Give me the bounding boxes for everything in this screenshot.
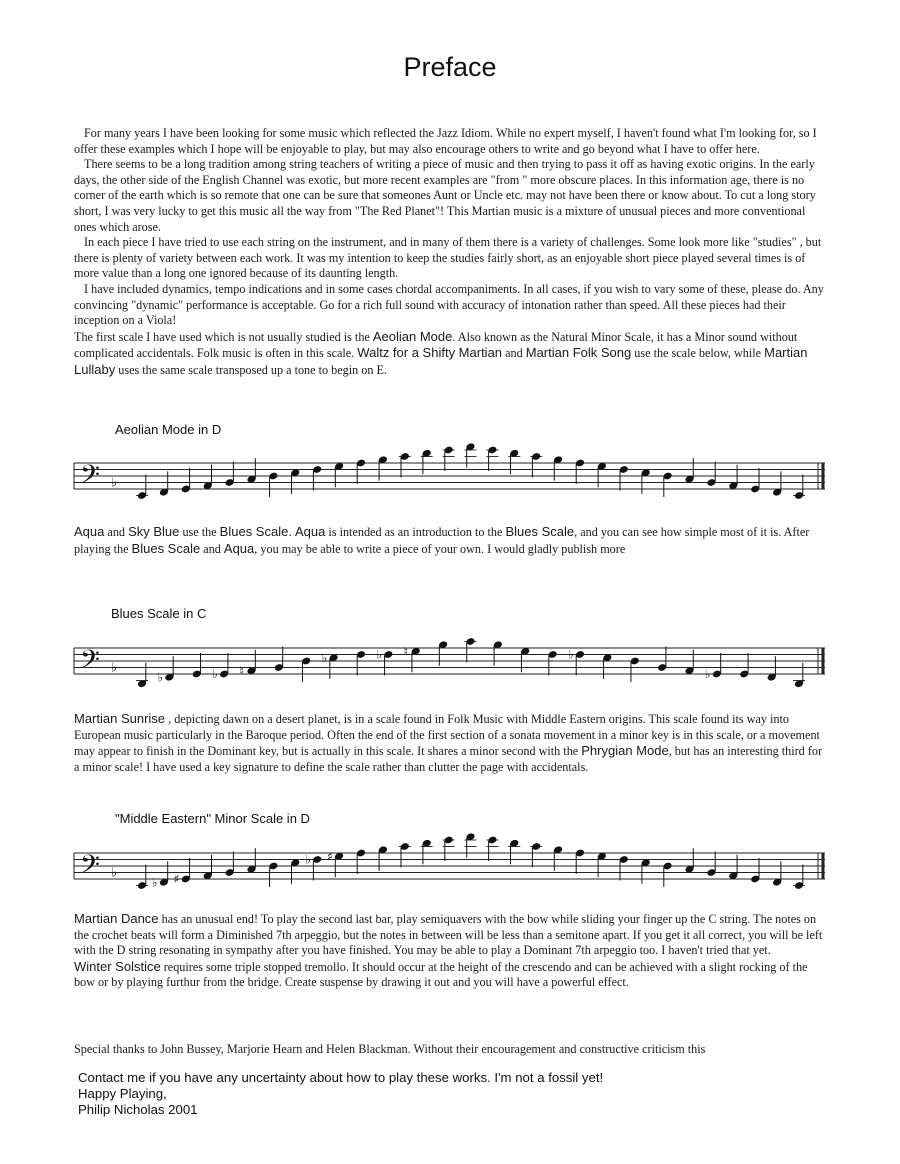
intro-paragraph-3: In each piece I have tried to use each string on the instrument, and in many of them there is a variety of challenges. Some look more like "studies" , but there is plenty of variety between each work. It was my intention to keep the studies fairly short, as an enjoyable short piece played several times is of more value than a long one ignored because of its daunting length. bbox=[74, 235, 822, 281]
scale-label-blues: Blues Scale in C bbox=[111, 606, 207, 621]
scale-name-blues: Blues Scale bbox=[131, 540, 201, 556]
text-run: and bbox=[200, 541, 224, 556]
intro-paragraph-1: For many years I have been looking for some music which reflected the Jazz Idiom. While no expert myself, I haven't found what I'm looking for, so I offer these examples which I hope will be enjoyable to play, but may also encourage others to write and go beyond what I have to offer here. bbox=[74, 126, 817, 156]
sharp-accidental-icon: ♯ bbox=[173, 872, 180, 886]
intro-section bbox=[74, 126, 824, 379]
text-run: , and you can see how simple most of it is. After playing the bbox=[74, 525, 810, 556]
text-run: uses the same scale transposed up a tone to begin on E. bbox=[115, 362, 387, 377]
closing-greeting: Happy Playing, bbox=[78, 1086, 167, 1101]
intro-paragraph-4: I have included dynamics, tempo indications and in some cases chordal accompaniments. In all cases, if you wish to vary some of these, please do. Any convincing "dynamic" performance is acceptable. Go for a rich full sound with accuracy of intonation rather than speed. All these pieces had their inception on a Viola! bbox=[74, 281, 824, 328]
piece-name-martian-sunrise: Martian Sunrise bbox=[74, 711, 166, 726]
scale-name-blues: Blues Scale bbox=[505, 524, 575, 539]
intro-paragraph-5 bbox=[74, 329, 824, 379]
text-run: has an unusual end! To play the second last bar, play semiquavers with the bow while sliding your finger up the C string. The notes on the crochet beats will form a Diminished 7th arpeggio, but the notes in between will be less than a semitone apart. If you get it all correct, you will be left with the D string resonating in sympathy after you have finished. You may be able to play a Dominant 7th arpeggio too. I haven't tried that yet. bbox=[74, 912, 823, 958]
key-signature-flat-icon: ♭ bbox=[111, 865, 118, 881]
piece-name-waltz: Waltz for a Shifty Martian bbox=[357, 345, 503, 361]
flat-accidental-icon: ♭ bbox=[568, 647, 574, 662]
text-run: and bbox=[104, 525, 129, 539]
piece-name-winter-solstice: Winter Solstice bbox=[74, 958, 161, 974]
closing-block bbox=[78, 1070, 603, 1118]
scale-label-middle-eastern: "Middle Eastern" Minor Scale in D bbox=[115, 811, 310, 826]
scale-label-aeolian: Aeolian Mode in D bbox=[115, 422, 222, 437]
flat-accidental-icon: ♭ bbox=[321, 650, 328, 665]
text-run: . Also known as the Natural Minor Scale, it has a Minor sound without complicated accidentals. Folk music is often in this scale. bbox=[74, 329, 798, 361]
piece-name-aqua: Aqua bbox=[223, 540, 255, 556]
text-run: and bbox=[502, 346, 526, 361]
flat-accidental-icon: ♭ bbox=[157, 670, 164, 685]
paragraph-winter-solstice bbox=[74, 959, 824, 991]
flat-accidental-icon: ♭ bbox=[305, 852, 311, 867]
closing-signature: Philip Nicholas 2001 bbox=[78, 1102, 198, 1117]
piece-name-aqua: Aqua bbox=[294, 524, 326, 539]
closing-contact-line: Contact me if you have any uncertainty about how to play these works. I'm not a fossil yet! bbox=[78, 1070, 604, 1085]
staff-aeolian bbox=[72, 443, 827, 503]
page-title: Preface bbox=[403, 52, 497, 82]
paragraph-martian-dance bbox=[74, 911, 824, 959]
key-signature-flat-icon: ♭ bbox=[111, 475, 118, 491]
natural-accidental-icon: ♮ bbox=[403, 644, 409, 659]
staff-middle-eastern bbox=[72, 833, 827, 893]
key-signature-flat-icon: ♭ bbox=[111, 660, 118, 676]
text-run: is intended as an introduction to the bbox=[325, 525, 506, 539]
sharp-accidental-icon: ♯ bbox=[327, 849, 333, 864]
piece-name-aqua: Aqua bbox=[74, 524, 105, 539]
text-run: requires some triple stopped tremollo. It should occur at the height of the crescendo and can be achieved with a slight rocking of the bow or by playing furthur from the bridge. Create suspense by drawing it out and you will have a powerful effect. bbox=[74, 959, 808, 990]
bass-clef-icon: 𝄢 bbox=[80, 850, 100, 886]
piece-name-folk-song: Martian Folk Song bbox=[525, 345, 632, 361]
flat-accidental-icon: ♭ bbox=[704, 667, 711, 681]
text-run: The first scale I have used which is not usually studied is the bbox=[74, 329, 373, 344]
scale-name-blues: Blues Scale. bbox=[219, 524, 292, 539]
text-run: use the scale below, while bbox=[631, 346, 765, 361]
scale-name-phrygian: Phrygian Mode bbox=[581, 743, 669, 759]
bass-clef-icon: 𝄢 bbox=[80, 645, 100, 681]
dance-section-text bbox=[74, 911, 824, 991]
scale-name-aeolian-mode: Aeolian Mode bbox=[372, 328, 453, 344]
flat-accidental-icon: ♭ bbox=[151, 875, 158, 890]
sunrise-section-text bbox=[74, 711, 824, 775]
intro-paragraph-2: There seems to be a long tradition among string teachers of writing a piece of music and then trying to pass it off as having exotic origins. In the early days, the other side of the English Channel was exotic, but more recent examples are "from " more obscure places. In this information age, there is no corner of the earth which is so remote that one can be sure that someones Aunt or Uncle etc. may not have been there or know about. To cut a long story short, I was very lucky to get this music all the way from "The Red Planet"! This Martian music is a mixture of unusual pieces and more conventional ones which arose. bbox=[74, 157, 816, 234]
natural-accidental-icon: ♮ bbox=[239, 663, 244, 678]
piece-name-sky-blue: Sky Blue bbox=[128, 524, 180, 539]
flat-accidental-icon: ♭ bbox=[212, 667, 218, 681]
flat-accidental-icon: ♭ bbox=[376, 647, 383, 662]
thanks-text: Special thanks to John Bussey, Marjorie Hearn and Helen Blackman. Without their encouragement and constructive criticism this bbox=[74, 1042, 706, 1056]
staff-blues bbox=[72, 628, 827, 688]
text-run: , you may be able to write a piece of your own. I would gladly publish more bbox=[254, 541, 626, 556]
blues-section-text bbox=[74, 524, 824, 557]
text-run: , but has an interesting third for a minor scale! I have used a key signature to define the scale rather than clutter the page with accidentals. bbox=[74, 744, 823, 774]
text-run: use the bbox=[179, 525, 220, 539]
piece-name-martian-dance: Martian Dance bbox=[74, 911, 159, 926]
piece-name-lullaby: Martian Lullaby bbox=[74, 345, 808, 377]
text-run: , depicting dawn on a desert planet, is in a scale found in Folk Music with Middle Eastern origins. This scale found its way into European music particularly in the Baroque period. Often the end of the first section of a sonata movement in a minor key is in this scale, or a movement may appear to finish in the Dominant key, but is actually in this scale. It shares a minor second with the bbox=[74, 712, 820, 759]
bass-clef-icon: 𝄢 bbox=[80, 460, 100, 496]
